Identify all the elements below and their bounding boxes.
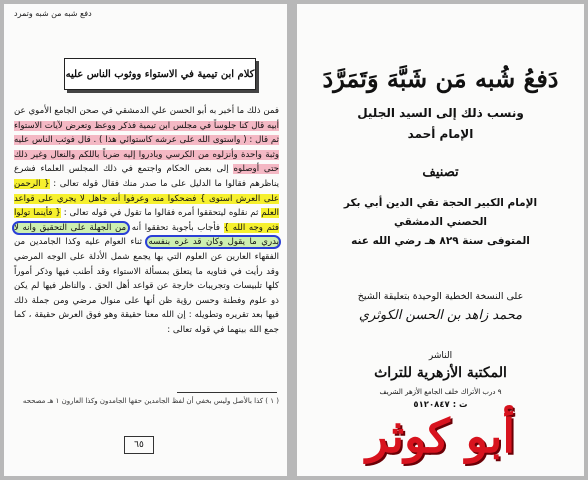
text-segment: ثناء العوام عليه وكذا الجامدين من الفقهاء العارين عن العلوم التي بها يجمع شمل الأدلة على الوجه المرضي وقد رأيت في فتاويه ما يتعلق بمسألة الاستواء وقد أطنب فيها وذكر أموراً كلها تلبيسات وتجريبات خارجة عن قواعد أهل الحق . والناظر فيها لم يكن ذو علوم وفطنة وحسن رؤية ظن أنها على منوال مرضي ومن جملة ذلك فيها بعد تقريره وتطويله : إن الله معنا حقيقة وهو فوق العرش حقيقة ، كما جمع الله بينهما في قوله تعالى : <box>14 237 279 335</box>
watermark-logo: أبو كوثر <box>365 409 516 463</box>
author-line-2: الحصني الدمشقي <box>394 216 487 228</box>
highlight-yellow: { فأينما تولوا فثم وجه الله } <box>14 208 279 233</box>
chapter-heading-frame <box>64 58 256 90</box>
right-page-title-page <box>297 4 584 476</box>
text-segment: فمن ذلك ما أخبر به أبو الحسن علي الدمشقي في صحن الجامع الأموي عن <box>14 106 279 116</box>
highlight-yellow: { الرحمن على العرش استوى } فضحكوا منه وعرفوا أنه جاهل لا يجري على قواعد العلم <box>14 178 279 219</box>
body-text <box>14 104 279 338</box>
editor-name: محمد زاهد بن الحسن الكوثري <box>358 308 523 323</box>
subtitle-line-1: ونسب ذلك إلى السيد الجليل <box>357 106 524 120</box>
text-segment: إلى بعض الحكام واجتمع في ذلك المجلس العلماء فشرع يناظرهم فقالوا ما الدليل على ما صدر منك فقال قوله تعالى : <box>14 164 279 189</box>
subtitle-line-2: الإمام أحمد <box>407 127 474 141</box>
footnote: ( ١ ) كذا بالأصل وليس بخفي أن لفظ الجامدين حقها الجامدون وكذا العارون ١ هـ مصححه <box>22 397 279 405</box>
publisher-address: ٩ درب الأتراك خلف الجامع الأزهر الشريف <box>379 388 502 396</box>
publisher-name: المكتبة الأزهرية للتراث <box>374 365 507 381</box>
highlight-pink: أبيه قال كنا جلوساً في مجلس ابن تيمية فذكر ووعظ وتعرض لآيات الاستواء ثم قال : ( واستوى الله على عرشه كاستوائي هذا ) . قال فوثب الناس عليه وثبة واحدة وأنزلوه من الكرسي وبادروا إليه ضرباً باللكم والنعال وغير ذلك حتى أوصلوه <box>14 120 279 175</box>
author-line-1: الإمام الكبير الحجة تقي الدين أبي بكر <box>343 197 538 209</box>
paragraph-1 <box>14 104 279 338</box>
book-title: دَفعُ شُبه مَن شَبَّهَ وَتَمَرَّدَ <box>322 64 559 93</box>
publisher-label: الناشر <box>428 351 453 361</box>
running-head: دفع شبه من شبه وتمرد <box>14 9 92 18</box>
authorship-label: تصنيف <box>422 165 459 180</box>
text-segment: ثم نقلوه ليتحققوا أمره فقالوا ما تقول في قوله تعالى : <box>60 208 262 219</box>
footnote-divider <box>177 392 277 393</box>
page-number: ٦٥ <box>124 436 154 454</box>
author-line-3: المتوفى سنة ٨٢٩ هـ رضي الله عنه <box>351 235 530 247</box>
highlight-blue-circled: من الجهلة على التحقيق وأنه لا يدري ما يقول وكان قد غره بنفسه <box>14 222 279 248</box>
left-page <box>4 4 287 476</box>
publisher-phone: ت : ٥١٢٠٨٤٧ <box>413 400 468 410</box>
text-segment: فأجاب بأجوبة تحققوا أنه <box>128 222 224 233</box>
chapter-heading: كلام ابن تيمية في الاستواء ووثوب الناس عليه <box>65 68 255 80</box>
edition-note: على النسخة الخطية الوحيدة بتعليقة الشيخ <box>357 291 524 302</box>
